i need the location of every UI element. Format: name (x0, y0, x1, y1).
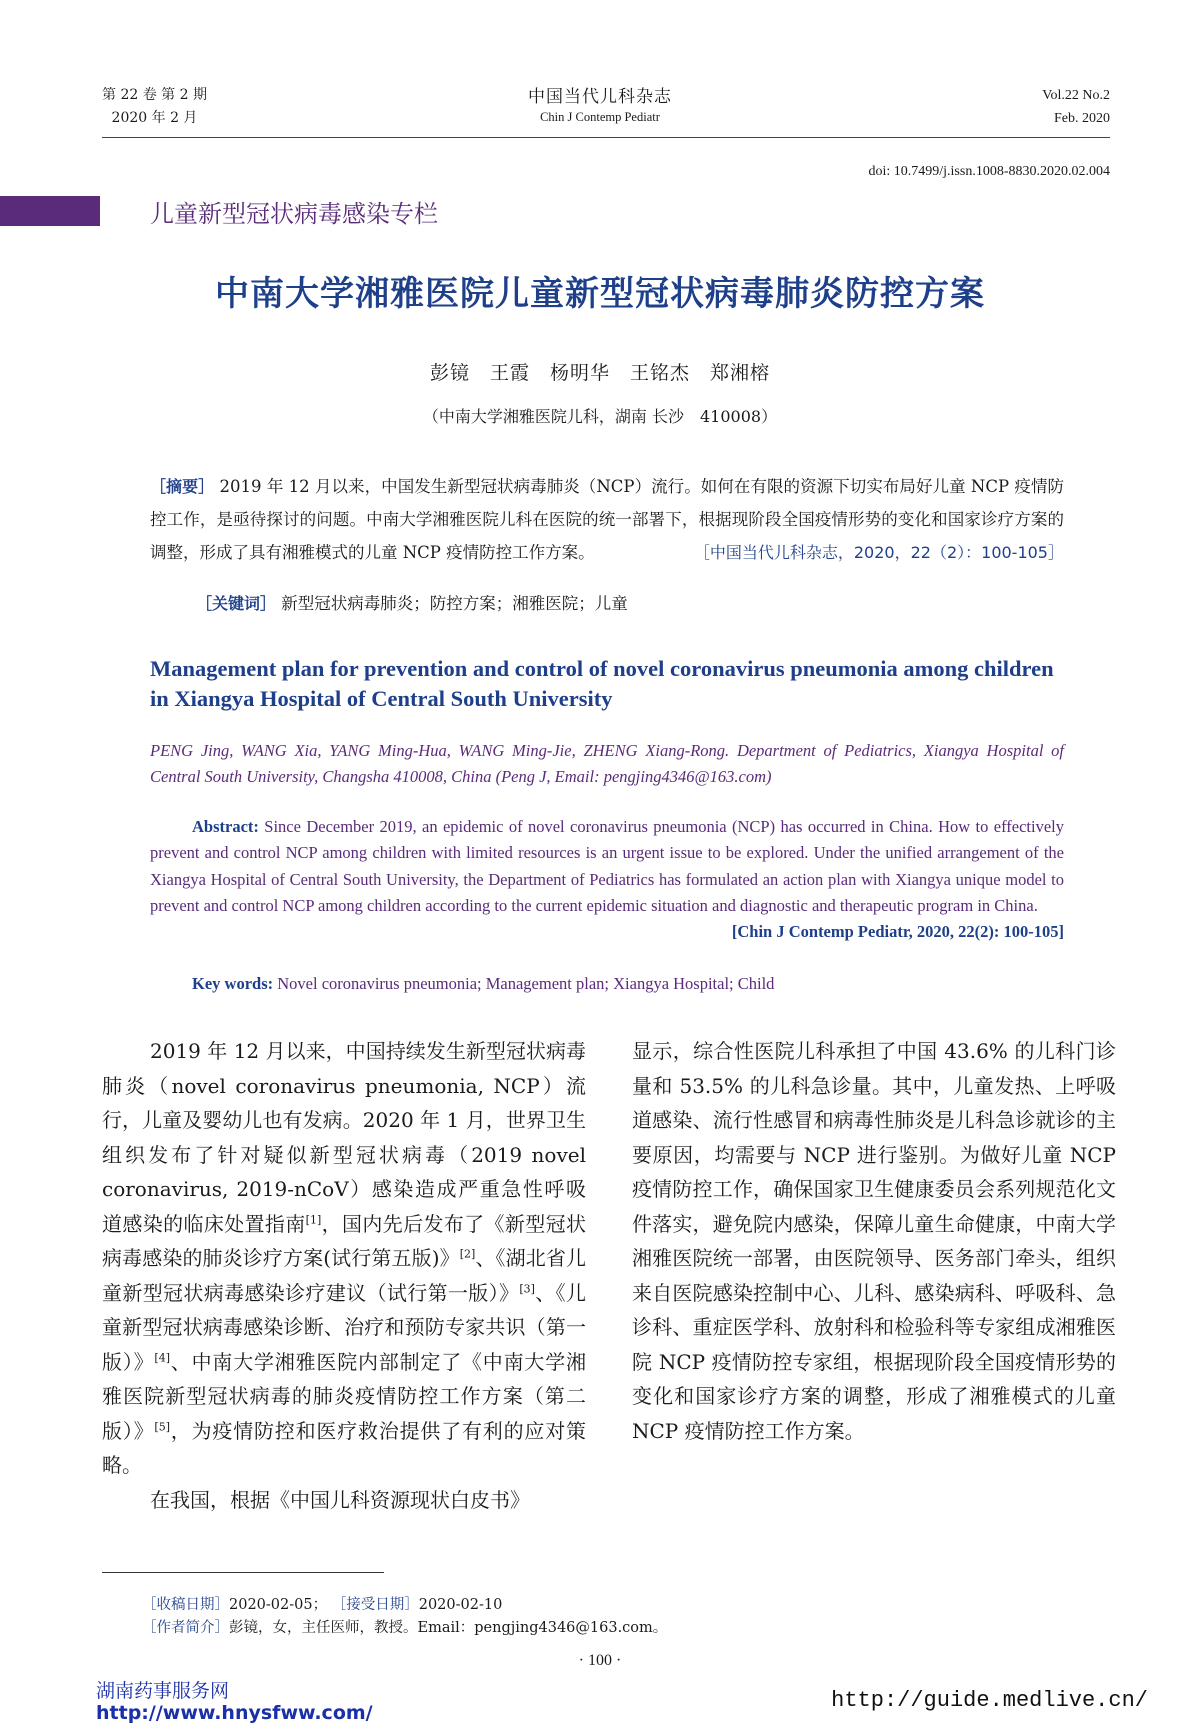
abstract-cn-citation: ［中国当代儿科杂志，2020，22（2）：100-105］ (693, 543, 1064, 562)
header-date-en: Feb. 2020 (1054, 111, 1110, 126)
article-title-en: Management plan for prevention and control of novel coronavirus pneumonia among children in Xiangya Hospital of Central South University (150, 656, 1054, 711)
doi[interactable]: doi: 10.7499/j.issn.1008-8830.2020.02.004 (868, 164, 1110, 179)
body-text: 、《湖北省儿童新型冠状病毒感染诊疗建议（试行第一版）》 (102, 1246, 586, 1305)
header-vol-issue-en: Vol.22 No.2 (1042, 88, 1110, 103)
citation-ref-5[interactable]: [5] (154, 1419, 170, 1433)
header-rule (102, 137, 1110, 138)
watermark-site-name: 湖南药事服务网 (96, 1680, 230, 1702)
keywords-en-label: Key words: (192, 974, 274, 993)
citation-ref-1[interactable]: [1] (305, 1212, 322, 1226)
watermark-left (96, 1680, 373, 1724)
body-text: ，为疫情防控和医疗救治提供了有利的应对策略。 (102, 1418, 587, 1477)
citation-ref-4[interactable]: [4] (154, 1350, 170, 1364)
received-label: ［收稿日期］ (142, 1597, 229, 1613)
body-paragraph-2-start: 在我国，根据《中国儿科资源现状白皮书》 (150, 1487, 530, 1512)
keywords-en (192, 974, 774, 994)
section-title: 儿童新型冠状病毒感染专栏 (150, 200, 438, 228)
body-column-left (102, 1034, 586, 1517)
abstract-en-text: Since December 2019, an epidemic of novel coronavirus pneumonia (NCP) has occurred in China. How to effectively prevent and control NCP among children with limited resources is an urgent issue to be explored. Under the unified arrangement of the Xiangya Hospital of Central South University, the Department of Pediatrics has formulated an action plan with Xiangya unique model to prevent and control NCP among children according to the current epidemic situation and diagnostic and therapeutic program in China. (150, 817, 1065, 915)
body-text: 、中南大学湘雅医院内部制定了《中南大学湘雅医院新型冠状病毒的肺炎疫情防控工作方案（第二版）》 (102, 1349, 587, 1443)
body-text: 、《儿童新型冠状病毒感染诊断、治疗和预防专家共识（第一版）》 (102, 1280, 587, 1374)
keywords-en-text: Novel coronavirus pneumonia; Management plan; Xiangya Hospital; Child (277, 974, 775, 993)
footnote-rule (102, 1572, 384, 1573)
watermark-right-url[interactable]: http://guide.medlive.cn/ (831, 1688, 1148, 1713)
keywords-cn (196, 590, 628, 614)
header-volume-cn (102, 84, 207, 130)
abstract-en-label: Abstract: (192, 817, 259, 836)
watermark-site-url[interactable]: http://www.hnysfww.com/ (96, 1702, 373, 1724)
author-bio: 彭镜，女，主任医师，教授。Email：pengjing4346@163.com。 (229, 1620, 668, 1636)
authors-en: PENG Jing, WANG Xia, YANG Ming-Hua, WANG Ming-Jie, ZHENG Xiang-Rong. Department of Pediatrics, Xiangya Hospital of Central South University, Changsha 410008, China (Peng J, Email: pengjing4346@163.com) (150, 741, 1064, 786)
affiliation-cn: （中南大学湘雅医院儿科，湖南 长沙 410008） (422, 407, 778, 426)
received-date: 2020-02-05； (229, 1597, 328, 1613)
article-title-cn: 中南大学湘雅医院儿童新型冠状病毒肺炎防控方案 (215, 274, 985, 314)
body-column-right (632, 1034, 1116, 1448)
authors-cn: 彭镜 王霞 杨明华 王铭杰 郑湘榕 (429, 362, 770, 384)
abstract-en-citation: [Chin J Contemp Pediatr, 2020, 22(2): 100-105] (731, 922, 1064, 942)
abstract-cn-text: 2019 年 12 月以来，中国发生新型冠状病毒肺炎（NCP）流行。如何在有限的资源下切实布局好儿童 NCP 疫情防控工作，是亟待探讨的问题。中南大学湘雅医院儿科在医院的统一部署下，根据现阶段全国疫情形势的变化和国家诊疗方案的调整，形成了具有湘雅模式的儿童 NCP 疫情防控工作方案。 (150, 477, 1064, 562)
author-bio-label: ［作者简介］ (142, 1620, 229, 1636)
page-number: · 100 · (578, 1652, 622, 1669)
body-text: ，国内先后发布了《新型冠状病毒感染的肺炎诊疗方案(试行第五版)》 (102, 1211, 587, 1270)
citation-ref-2[interactable]: [2] (459, 1247, 476, 1261)
section-color-bar (0, 196, 100, 226)
journal-name-cn: 中国当代儿科杂志 (528, 87, 672, 107)
keywords-cn-label: ［关键词］ (196, 594, 277, 613)
abstract-cn-label: ［摘要］ (150, 477, 215, 496)
header-vol-issue-cn: 第 22 卷 第 2 期 (102, 87, 207, 103)
header-volume-en (1042, 84, 1110, 130)
accepted-label: ［接受日期］ (331, 1597, 419, 1613)
abstract-en (150, 814, 1064, 945)
keywords-cn-text: 新型冠状病毒肺炎；防控方案；湘雅医院；儿童 (281, 594, 628, 613)
header-journal (420, 82, 780, 125)
abstract-cn (150, 470, 1064, 569)
body-paragraph-2-cont: 显示，综合性医院儿科承担了中国 43.6% 的儿科门诊量和 53.5% 的儿科急诊量。其中，儿童发热、上呼吸道感染、流行性感冒和病毒性肺炎是儿科急诊就诊的主要原因，均需要与 NCP 进行鉴别。为做好儿童 NCP 疫情防控工作，确保国家卫生健康委员会系列规范化文件落实，避免院内感染，保障儿童生命健康，中南大学湘雅医院统一部署，由医院领导、医务部门牵头，组织来自医院感染控制中心、儿科、感染病科、呼吸科、急诊科、重症医学科、放射科和检验科等专家组成湘雅医院 NCP 疫情防控专家组，根据现阶段全国疫情形势的变化和国家诊疗方案的调整，形成了湘雅模式的儿童 NCP 疫情防控工作方案。 (632, 1039, 1116, 1443)
header-date-cn: 2020 年 2 月 (111, 110, 198, 126)
body-text: 2019 年 12 月以来，中国持续发生新型冠状病毒肺炎（novel coronavirus pneumonia, NCP）流行，儿童及婴幼儿也有发病。2020 年 1 月，世界卫生组织发布了针对疑似新型冠状病毒（2019 novel coronavirus, 2019-nCoV）感染造成严重急性呼吸道感染的临床处置指南 (102, 1039, 586, 1236)
journal-name-en: Chin J Contemp Pediatr (540, 110, 660, 124)
accepted-date: 2020-02-10 (418, 1597, 503, 1613)
citation-ref-3[interactable]: [3] (519, 1281, 535, 1295)
body-paragraph-1 (102, 1034, 586, 1483)
footnote-author (142, 1616, 667, 1637)
footnote-dates (142, 1593, 502, 1614)
